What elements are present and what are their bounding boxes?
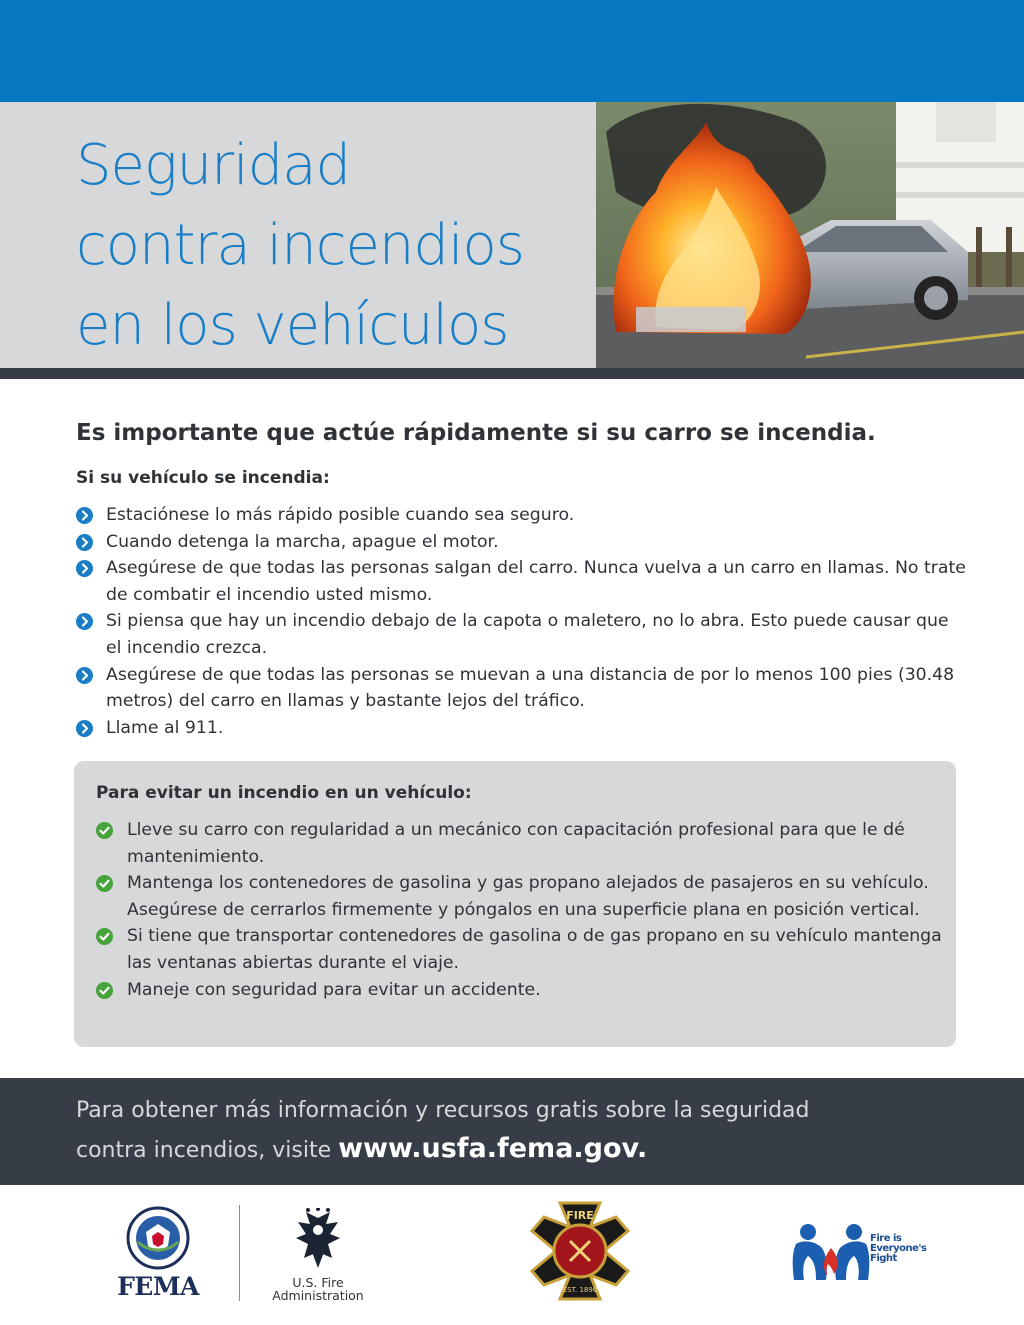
burning-car-photo bbox=[596, 102, 1024, 368]
list-item-text: Maneje con seguridad para evitar un accidente. bbox=[127, 979, 541, 1000]
checkmark-icon bbox=[96, 822, 113, 839]
title-line-1: Seguridad bbox=[76, 133, 351, 198]
prevent-list bbox=[96, 817, 946, 1003]
dhs-seal-icon bbox=[112, 1206, 204, 1272]
checkmark-icon bbox=[96, 982, 113, 999]
info-text bbox=[76, 1092, 976, 1170]
list-item-text: Asegúrese de que todas las personas salgan del carro. Nunca vuelva a un carro en llamas. No trate de combatir el incendio usted mismo. bbox=[106, 558, 966, 605]
chevron-right-icon bbox=[76, 667, 93, 684]
list-item-text: Estaciónese lo más rápido posible cuando sea seguro. bbox=[106, 505, 575, 525]
list-item bbox=[76, 715, 966, 742]
headline: Es importante que actúe rápidamente si su carro se incendia. bbox=[76, 420, 876, 446]
list-item bbox=[96, 870, 946, 923]
title-line-2: contra incendios bbox=[76, 213, 524, 278]
hero-divider bbox=[0, 368, 1024, 379]
list-item bbox=[76, 662, 966, 715]
list-item bbox=[76, 529, 966, 556]
fema-wordmark: FEMA bbox=[117, 1272, 199, 1301]
if-fire-heading: Si su vehículo se incendia: bbox=[76, 468, 330, 488]
list-item bbox=[76, 502, 966, 529]
list-item-text: Mantenga los contenedores de gasolina y gas propano alejados de pasajeros en su vehículo. Asegúrese de cerrarlos firmemente y póngalos en una superficie plana en posición vertical. bbox=[127, 873, 929, 920]
prevention-panel bbox=[74, 761, 956, 1047]
checkmark-icon bbox=[96, 928, 113, 945]
list-item bbox=[96, 923, 946, 976]
chevron-right-icon bbox=[76, 720, 93, 737]
list-item bbox=[76, 608, 966, 661]
info-line-1: Para obtener más información y recursos gratis sobre la seguridad bbox=[76, 1098, 810, 1123]
usfa-logo bbox=[268, 1208, 368, 1304]
shield-est-text: EST. 1890 bbox=[562, 1286, 598, 1294]
page-title bbox=[76, 126, 586, 366]
list-item-text: Si tiene que transportar contenedores de gasolina o de gas propano en su vehículo mantenga las ventanas abiertas durante el viaje. bbox=[127, 926, 942, 973]
fief-wordmark: Fire is Everyone's Fight bbox=[870, 1233, 927, 1264]
list-item-text: Si piensa que hay un incendio debajo de la capota o maletero, no lo abra. Esto puede causar que el incendio crezca. bbox=[106, 611, 949, 658]
usfa-website-link[interactable]: www.usfa.fema.gov. bbox=[338, 1133, 648, 1164]
list-item-text: Lleve su carro con regularidad a un mecánico con capacitación profesional para que le dé mantenimiento. bbox=[127, 820, 905, 867]
hero-banner bbox=[0, 102, 1024, 368]
list-item-text: Asegúrese de que todas las personas se muevan a una distancia de por lo menos 100 pies (30.48 metros) del carro en llamas y bastante lejos del tráfico. bbox=[106, 664, 955, 712]
title-line-3: en los vehículos bbox=[76, 293, 509, 358]
chevron-right-icon bbox=[76, 613, 93, 630]
fema-logo bbox=[112, 1206, 204, 1306]
usfa-eagle-icon bbox=[268, 1208, 368, 1274]
list-item-text: Cuando detenga la marcha, apague el motor. bbox=[106, 531, 499, 552]
chevron-right-icon bbox=[76, 507, 93, 524]
fire-department-shield-logo bbox=[526, 1197, 634, 1305]
checkmark-icon bbox=[96, 875, 113, 892]
people-flame-icon bbox=[792, 1214, 870, 1294]
list-item-text: Llame al 911. bbox=[106, 717, 224, 738]
logo-divider bbox=[239, 1205, 240, 1301]
chevron-right-icon bbox=[76, 560, 93, 577]
maltese-cross-icon bbox=[526, 1197, 634, 1305]
info-band bbox=[0, 1078, 1024, 1185]
list-item bbox=[96, 817, 946, 870]
usfa-wordmark: U.S. Fire Administration bbox=[272, 1275, 364, 1303]
chevron-right-icon bbox=[76, 534, 93, 551]
top-color-bar bbox=[0, 0, 1024, 102]
if-fire-list bbox=[76, 502, 966, 741]
list-item bbox=[96, 977, 946, 1004]
info-line-2: contra incendios, visite bbox=[76, 1138, 339, 1163]
shield-fire-text: FIRE bbox=[566, 1209, 594, 1222]
fire-is-everyones-fight-logo bbox=[792, 1214, 942, 1294]
list-item bbox=[76, 555, 966, 608]
prevent-heading: Para evitar un incendio en un vehículo: bbox=[96, 783, 472, 803]
